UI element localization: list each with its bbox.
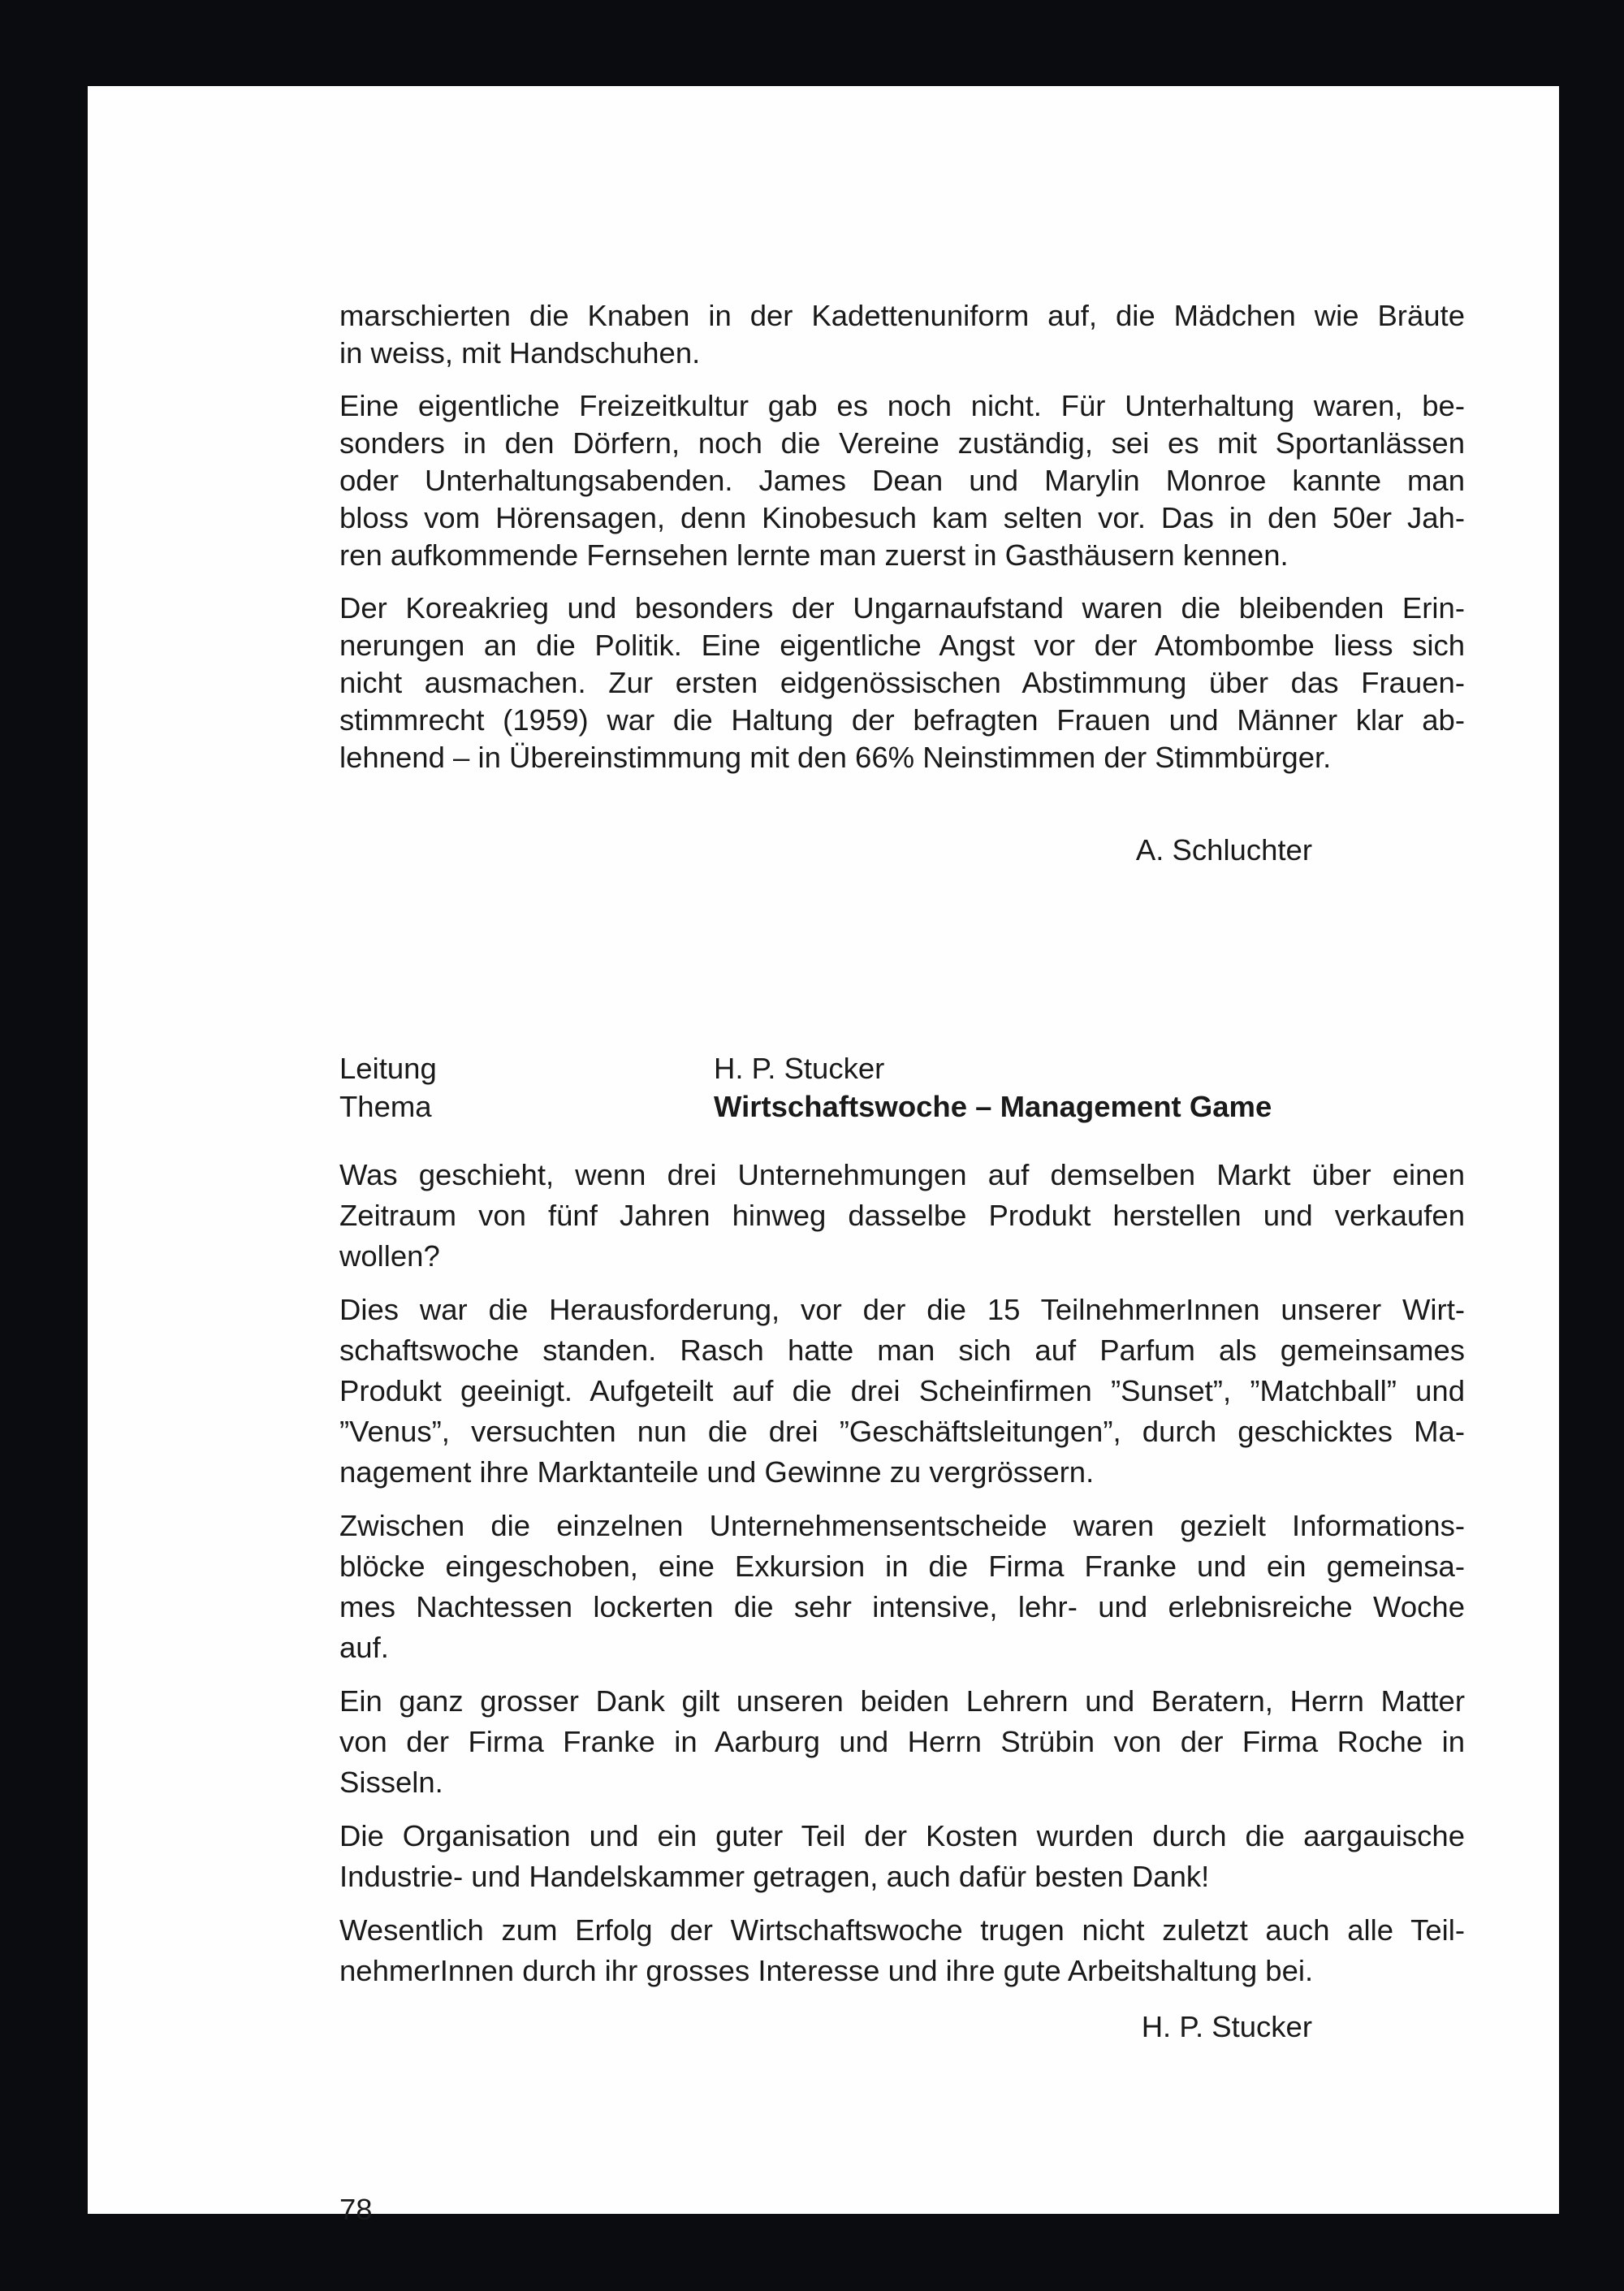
text-line: schaftswoche standen. Rasch hatte man sich auf Parfum als gemeinsames [339, 1334, 1465, 1367]
page-number: 78 [339, 2193, 373, 2226]
text-line: von der Firma Franke in Aarburg und Herrn Strübin von der Firma Roche in [339, 1725, 1465, 1758]
paragraph [339, 1290, 1465, 1493]
text-line: stimmrecht (1959) war die Haltung der befragten Frauen und Männer klar ab- [339, 703, 1465, 737]
text-line: Die Organisation und ein guter Teil der Kosten wurden durch die aargauische [339, 1819, 1465, 1852]
section-1-body [339, 297, 1465, 776]
text-line: Zwischen die einzelnen Unternehmensentscheide waren gezielt Informations- [339, 1509, 1465, 1542]
paragraph [339, 1506, 1465, 1668]
text-line: Wesentlich zum Erfolg der Wirtschaftswoche trugen nicht zuletzt auch alle Teil- [339, 1913, 1465, 1947]
thema-label: Thema [339, 1090, 432, 1123]
text-line: blöcke eingeschoben, eine Exkursion in die Firma Franke und ein gemeinsa- [339, 1550, 1465, 1583]
paragraph [339, 590, 1465, 776]
text-line: lehnend – in Übereinstimmung mit den 66% Neinstimmen der Stimmbürger. [339, 741, 1332, 774]
course-meta [339, 1049, 1272, 1126]
text-line: Sisseln. [339, 1766, 443, 1799]
leitung-label: Leitung [339, 1052, 437, 1085]
text-line: Ein ganz grosser Dank gilt unseren beiden Lehrern und Beratern, Herrn Matter [339, 1684, 1465, 1718]
text-line: Was geschieht, wenn drei Unternehmungen auf demselben Markt über einen [339, 1158, 1465, 1191]
signature-schluchter: A. Schluchter [1135, 833, 1312, 867]
paragraph [339, 387, 1465, 574]
text-line: Der Koreakrieg und besonders der Ungarnaufstand waren die bleibenden Erin- [339, 591, 1465, 625]
signature-stucker: H. P. Stucker [1141, 2010, 1312, 2043]
text-line: nerungen an die Politik. Eine eigentliche Angst vor der Atombombe liess sich [339, 629, 1465, 662]
text-line: Industrie- und Handelskammer getragen, auch dafür besten Dank! [339, 1860, 1210, 1893]
document-page [88, 86, 1559, 2226]
text-line: Dies war die Herausforderung, vor der die 15 TeilnehmerInnen unserer Wirt- [339, 1293, 1465, 1326]
paragraph [339, 1910, 1465, 1991]
text-line: bloss vom Hörensagen, denn Kinobesuch kam selten vor. Das in den 50er Jah- [339, 501, 1465, 534]
paragraph [339, 297, 1465, 372]
text-line: Zeitraum von fünf Jahren hinweg dasselbe Produkt herstellen und verkaufen [339, 1199, 1465, 1232]
text-line: wollen? [339, 1239, 440, 1273]
text-line: auf. [339, 1631, 389, 1664]
paragraph [339, 1155, 1465, 1277]
text-line: Produkt geeinigt. Aufgeteilt auf die drei Scheinfirmen ”Sunset”, ”Matchball” und [339, 1374, 1465, 1407]
text-line: nagement ihre Marktanteile und Gewinne zu vergrössern. [339, 1455, 1095, 1489]
text-line: in weiss, mit Handschuhen. [339, 336, 701, 370]
paragraph [339, 1681, 1465, 1803]
text-line: sonders in den Dörfern, noch die Vereine zuständig, sei es mit Sportanlässen [339, 426, 1465, 460]
section-2-body [339, 1155, 1465, 1991]
meta-row-thema [339, 1087, 1272, 1126]
text-line: Eine eigentliche Freizeitkultur gab es noch nicht. Für Unterhaltung waren, be- [339, 389, 1465, 422]
paragraph [339, 1816, 1465, 1897]
meta-row-leitung [339, 1049, 1272, 1087]
text-line: marschierten die Knaben in der Kadettenuniform auf, die Mädchen wie Bräute [339, 299, 1465, 332]
text-line: ”Venus”, versuchten nun die drei ”Geschäftsleitungen”, durch geschicktes Ma- [339, 1415, 1465, 1448]
thema-title: Wirtschaftswoche – Management Game [714, 1090, 1272, 1123]
text-line: mes Nachtessen lockerten die sehr intensive, lehr- und erlebnisreiche Woche [339, 1590, 1465, 1623]
leitung-value: H. P. Stucker [714, 1052, 885, 1085]
text-line: oder Unterhaltungsabenden. James Dean und Marylin Monroe kannte man [339, 464, 1465, 497]
text-line: ren aufkommende Fernsehen lernte man zuerst in Gasthäusern kennen. [339, 538, 1289, 572]
text-line: nicht ausmachen. Zur ersten eidgenössischen Abstimmung über das Frauen- [339, 666, 1465, 699]
text-line: nehmerInnen durch ihr grosses Interesse und ihre gute Arbeitshaltung bei. [339, 1954, 1314, 1987]
